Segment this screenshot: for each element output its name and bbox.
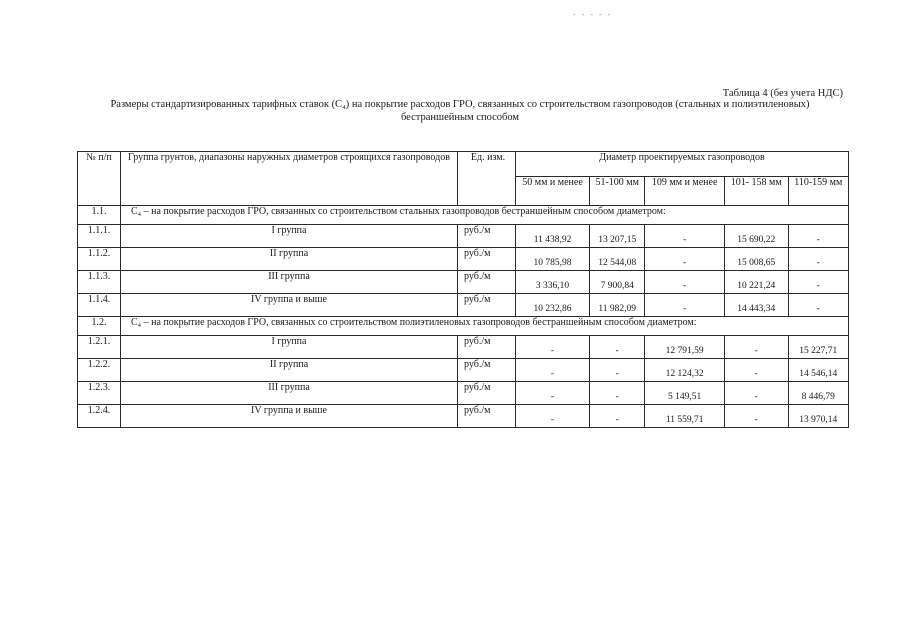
col-header-diam-3: 109 мм и менее	[645, 177, 725, 206]
row-value: 5 149,51	[645, 382, 725, 405]
row-value: -	[590, 405, 645, 428]
row-value: 11 559,71	[645, 405, 725, 428]
row-group: I группа	[121, 336, 458, 359]
col-header-diam-4: 101- 158 мм	[724, 177, 788, 206]
row-value: -	[788, 294, 848, 317]
row-value: 13 207,15	[590, 225, 645, 248]
row-value: -	[788, 271, 848, 294]
section-title: С₄ – на покрытие расходов ГРО, связанных со строительством полиэтиленовых газопроводов бестраншейным способом диаметром:	[121, 317, 849, 336]
row-group: II группа	[121, 359, 458, 382]
row-number: 1.1.4.	[78, 294, 121, 317]
row-value: -	[516, 336, 590, 359]
row-value: 12 124,32	[645, 359, 725, 382]
row-value: 15 008,65	[724, 248, 788, 271]
row-unit: руб./м	[458, 294, 516, 317]
row-value: -	[645, 294, 725, 317]
col-header-num: № п/п	[78, 152, 121, 206]
row-number: 1.1.2.	[78, 248, 121, 271]
table-row	[78, 405, 849, 428]
row-unit: руб./м	[458, 336, 516, 359]
row-number: 1.2.3.	[78, 382, 121, 405]
row-value: -	[724, 336, 788, 359]
table-row	[78, 382, 849, 405]
row-value: -	[516, 382, 590, 405]
row-value: -	[645, 225, 725, 248]
table-row	[78, 336, 849, 359]
row-number: 1.1.3.	[78, 271, 121, 294]
table-row	[78, 294, 849, 317]
table-caption: Таблица 4 (без учета НДС)	[722, 88, 843, 99]
row-unit: руб./м	[458, 225, 516, 248]
row-number: 1.1.1.	[78, 225, 121, 248]
section-title: С₄ – на покрытие расходов ГРО, связанных со строительством стальных газопроводов бестраншейным способом диаметром:	[121, 206, 849, 225]
row-group: II группа	[121, 248, 458, 271]
row-value: 15 690,22	[724, 225, 788, 248]
row-value: 10 221,24	[724, 271, 788, 294]
row-value: 11 438,92	[516, 225, 590, 248]
tariff-table	[77, 151, 849, 428]
row-value: -	[645, 248, 725, 271]
row-unit: руб./м	[458, 359, 516, 382]
row-value: -	[724, 405, 788, 428]
row-value: 12 791,59	[645, 336, 725, 359]
row-value: 15 227,71	[788, 336, 848, 359]
section-row	[78, 317, 849, 336]
row-value: 10 232,86	[516, 294, 590, 317]
row-value: 7 900,84	[590, 271, 645, 294]
row-value: 14 443,34	[724, 294, 788, 317]
row-value: -	[724, 382, 788, 405]
row-number: 1.2.4.	[78, 405, 121, 428]
row-value: -	[590, 382, 645, 405]
col-header-diam-1: 50 мм и менее	[516, 177, 590, 206]
col-header-diam-5: 110-159 мм	[788, 177, 848, 206]
table-row	[78, 225, 849, 248]
table-row	[78, 271, 849, 294]
row-number: 1.2.2.	[78, 359, 121, 382]
row-value: -	[516, 359, 590, 382]
row-group: III группа	[121, 382, 458, 405]
row-value: -	[645, 271, 725, 294]
row-value: 11 982,09	[590, 294, 645, 317]
row-group: III группа	[121, 271, 458, 294]
row-unit: руб./м	[458, 248, 516, 271]
row-value: 14 546,14	[788, 359, 848, 382]
row-value: 10 785,98	[516, 248, 590, 271]
row-value: 3 336,10	[516, 271, 590, 294]
row-value: -	[724, 359, 788, 382]
row-group: IV группа и выше	[121, 405, 458, 428]
section-row	[78, 206, 849, 225]
table-row	[78, 359, 849, 382]
row-value: -	[590, 359, 645, 382]
row-value: 8 446,79	[788, 382, 848, 405]
row-group: I группа	[121, 225, 458, 248]
section-number: 1.2.	[78, 317, 121, 336]
row-value: -	[516, 405, 590, 428]
row-unit: руб./м	[458, 382, 516, 405]
row-value: -	[788, 225, 848, 248]
row-number: 1.2.1.	[78, 336, 121, 359]
section-number: 1.1.	[78, 206, 121, 225]
row-unit: руб./м	[458, 271, 516, 294]
col-header-diam-2: 51-100 мм	[590, 177, 645, 206]
top-dots: - - - - -	[573, 10, 613, 19]
col-header-group: Группа грунтов, диапазоны наружных диаметров строящихся газопроводов	[121, 152, 458, 206]
table-row	[78, 248, 849, 271]
row-value: -	[590, 336, 645, 359]
document-title: Размеры стандартизированных тарифных ставок (С₄) на покрытие расходов ГРО, связанных со строительством газопроводов (стальных и полиэтиленовых) бестраншейным способом	[110, 99, 810, 123]
row-value: -	[788, 248, 848, 271]
row-value: 12 544,08	[590, 248, 645, 271]
row-group: IV группа и выше	[121, 294, 458, 317]
row-value: 13 970,14	[788, 405, 848, 428]
col-header-unit: Ед. изм.	[458, 152, 516, 206]
col-header-diameter: Диаметр проектируемых газопроводов	[516, 152, 849, 177]
row-unit: руб./м	[458, 405, 516, 428]
